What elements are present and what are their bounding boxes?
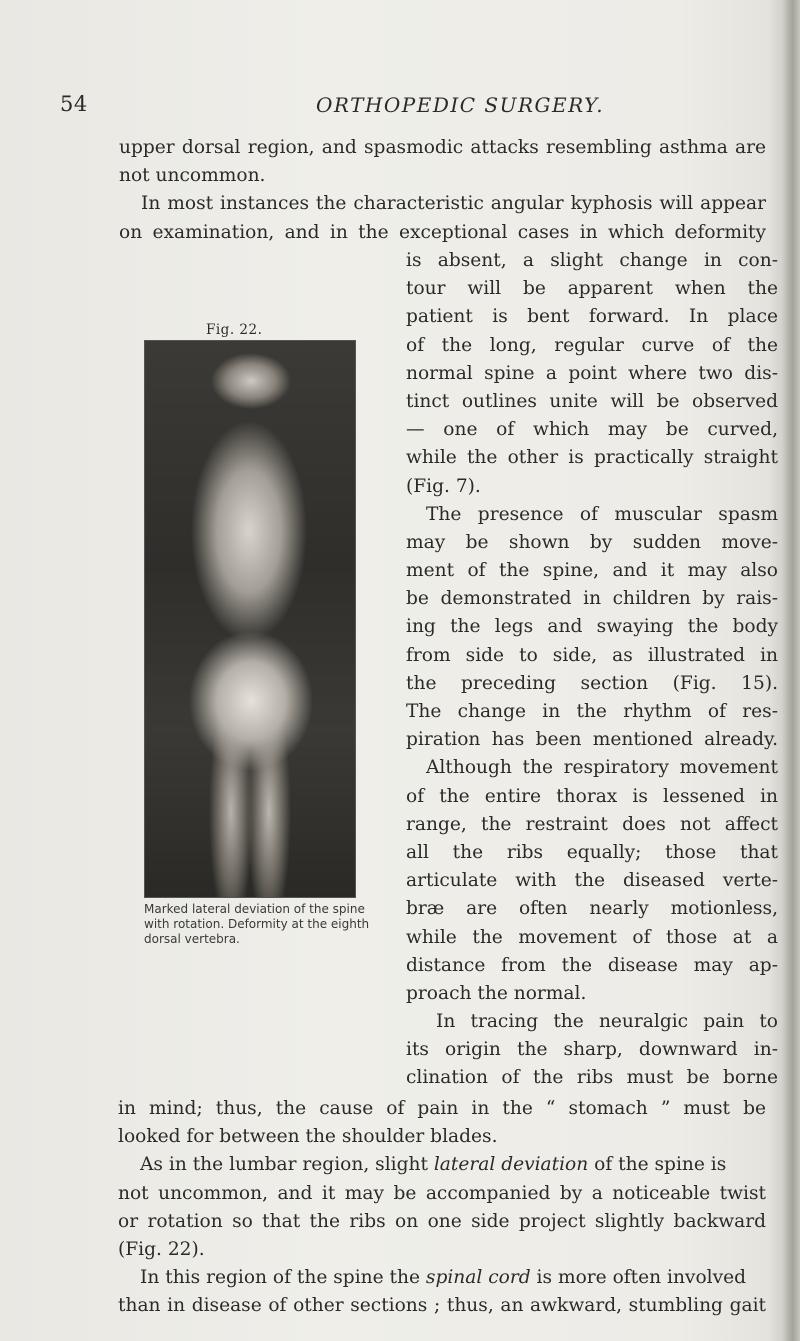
figure-photograph	[144, 340, 356, 898]
caption-line: with rotation. Deformity at the eighth	[144, 917, 370, 931]
text-line: while the other is practically straight	[406, 447, 778, 469]
side-column-text	[376, 247, 778, 1093]
text-line: be demonstrated in children by rais-	[406, 588, 778, 610]
text-line: than in disease of other sections ; thus, an awkward, stumbling gait	[118, 1295, 766, 1317]
text-line: articulate with the diseased verte-	[406, 870, 778, 892]
text-line: ing the legs and swaying the body	[406, 616, 778, 638]
closing-paragraph	[118, 1095, 766, 1321]
text-line: or rotation so that the ribs on one side project slightly backward	[118, 1210, 766, 1232]
text-line: its origin the sharp, downward in-	[406, 1039, 778, 1061]
text-line: normal spine a point where two dis-	[406, 362, 778, 384]
caption-line: dorsal vertebra.	[144, 932, 240, 946]
text-line: in mind; thus, the cause of pain in the “ stomach ” must be	[118, 1098, 766, 1119]
text-line: of the long, regular curve of the	[406, 334, 778, 356]
text-line: ment of the spine, and it may also	[406, 560, 778, 582]
figure-label: Fig. 22.	[206, 322, 263, 338]
text-line: In most instances the characteristic angular kyphosis will appear	[141, 193, 766, 215]
text-fragment: In this region of the spine the	[140, 1267, 420, 1289]
text-line	[118, 1151, 766, 1179]
running-head: ORTHOPEDIC SURGERY.	[316, 93, 605, 117]
text-fragment: As in the lumbar region, slight	[140, 1154, 428, 1176]
text-line: on examination, and in the exceptional cases in which deformity	[119, 221, 766, 243]
figure-caption	[144, 902, 370, 947]
page-header	[60, 92, 780, 122]
italic-term: lateral deviation	[433, 1154, 589, 1176]
text-line: (Fig. 22).	[118, 1238, 205, 1260]
text-line: tinct outlines unite will be observed	[406, 390, 778, 412]
text-line: all the ribs equally; those that	[406, 841, 778, 863]
text-line: Although the respiratory movement	[426, 757, 778, 779]
opening-paragraph	[119, 134, 766, 247]
text-line: not uncommon.	[119, 165, 266, 187]
text-line: is absent, a slight change in con-	[406, 250, 778, 271]
text-line: range, the restraint does not affect	[406, 813, 778, 835]
text-line: the preceding section (Fig. 15).	[406, 672, 778, 694]
text-line: from side to side, as illustrated in	[406, 644, 778, 666]
text-line: looked for between the shoulder blades.	[118, 1126, 498, 1148]
text-line: distance from the disease may ap-	[406, 954, 778, 976]
text-line: In tracing the neuralgic pain to	[436, 1011, 778, 1033]
text-line: patient is bent forward. In place	[406, 306, 778, 328]
text-line: tour will be apparent when the	[406, 278, 778, 300]
caption-line: Marked lateral deviation of the spine	[144, 902, 365, 916]
text-line: The change in the rhythm of res-	[406, 701, 778, 722]
text-line: while the movement of those at a	[406, 926, 778, 948]
text-line: of the entire thorax is lessened in	[406, 785, 778, 807]
text-line: not uncommon, and it may be accompanied by a noticeable twist	[118, 1182, 766, 1204]
text-line: (Fig. 7).	[406, 475, 481, 497]
page-edge-shadow	[782, 0, 800, 1341]
text-line: proach the normal.	[406, 982, 587, 1004]
text-fragment: is more often involved	[536, 1267, 746, 1289]
text-line: clination of the ribs must be borne	[406, 1067, 778, 1089]
page-number: 54	[60, 92, 88, 116]
text-line: The presence of muscular spasm	[426, 503, 778, 525]
text-line: may be shown by sudden move-	[406, 531, 778, 553]
italic-term: spinal cord	[425, 1267, 531, 1289]
text-fragment: of the spine is	[594, 1154, 727, 1176]
text-line: piration has been mentioned already.	[406, 729, 778, 751]
text-line	[118, 1264, 766, 1292]
text-line: upper dorsal region, and spasmodic attacks resembling asthma are	[119, 137, 766, 158]
text-line: bræ are often nearly motionless,	[406, 898, 778, 920]
text-line: — one of which may be curved,	[406, 419, 778, 441]
